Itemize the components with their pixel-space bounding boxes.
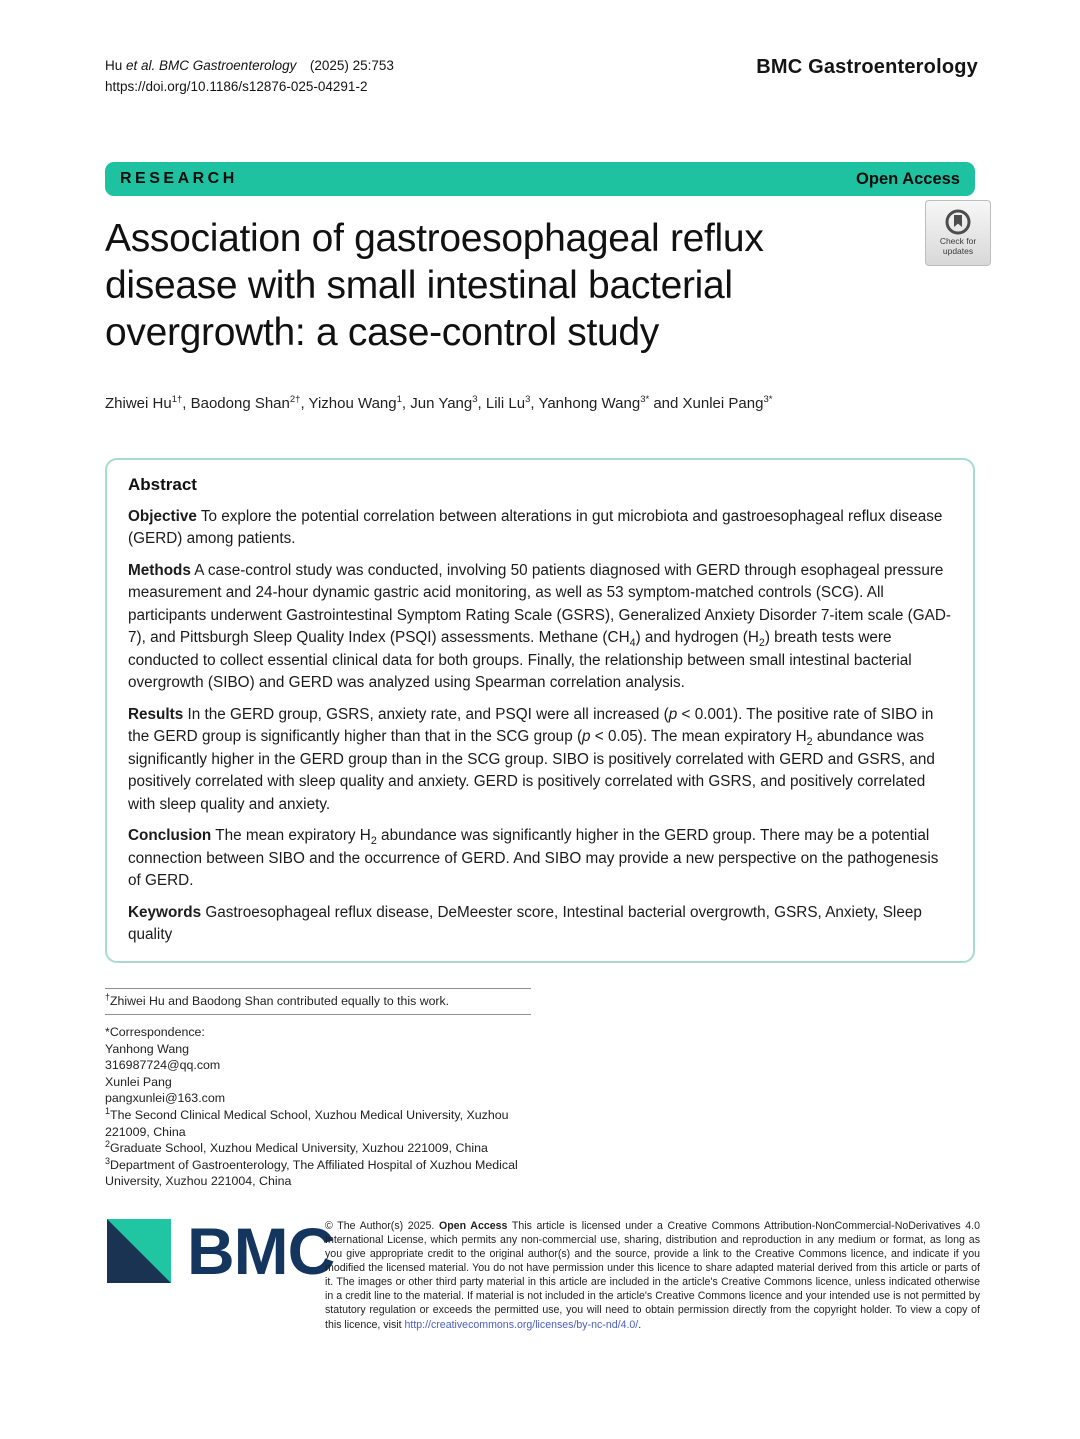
affiliation-3: $^3$Department of Gastroenterology, The Affiliated Hospital of Xuzhou Medical University, Xuzhou 221004, China — [105, 1155, 518, 1189]
abstract-results: Results In the GERD group, GSRS, anxiety rate, and PSQI were all increased (p < 0.001). The positive rate of SIBO in the GERD group is significantly higher than that in the SCG group (p < 0.05). The mean expiratory $H_2$ abundance was significantly higher in the GERD group than in the SCG group. SIBO is positively correlated with GERD and GSRS, and positively correlated with sleep quality and anxiety. GERD is positively correlated with GSRS, and positively correlated with sleep quality and anxiety. — [128, 705, 935, 813]
check-for-updates-text: Check for updates — [939, 236, 977, 256]
affiliation-1: $^1$The Second Clinical Medical School, Xuzhou Medical University, Xuzhou 221009, China — [105, 1105, 509, 1139]
citation-line: Hu et al. BMC Gastroenterology (2025) 25:753 — [105, 58, 394, 73]
bmc-logo-text: BMC — [187, 1214, 335, 1288]
correspondence-block — [105, 1024, 531, 1190]
license-text: © The Author(s) 2025. Open Access This article is licensed under a Creative Commons Attribution-NonCommercial-NoDerivatives 4.0 International License, which permits any non-commercial use, sharing, distribution and reproduction in any medium or format, as long as you give appropriate credit to the original author(s) and the source, provide a link to the Creative Commons licence, and indicate if you modified the licensed material. You do not have permission under this licence to share adapted material derived from this article or parts of it. The images or other third party material in this article are included in the article's Creative Commons licence, unless indicated otherwise in a credit line to the material. If material is not included in the article's Creative Commons licence and your intended use is not permitted by statutory regulation or exceeds the permitted use, you will need to obtain permission directly from the copyright holder. To view a copy of this licence, visit http://creativecommons.org/licenses/by-nc-nd/4.0/. — [325, 1220, 981, 1331]
page-header — [105, 56, 978, 98]
bmc-logo — [107, 1214, 335, 1288]
abstract-keywords: Keywords Gastroesophageal reflux disease, DeMeester score, Intestinal bacterial overgrowth, GSRS, Anxiety, Sleep quality — [128, 903, 922, 944]
affiliation-2: $^2$Graduate School, Xuzhou Medical University, Xuzhou 221009, China — [105, 1139, 488, 1156]
equal-contribution-note: †Zhiwei Hu and Baodong Shan contributed equally to this work. — [105, 991, 450, 1008]
article-type-label: RESEARCH — [120, 170, 238, 187]
correspondence-name: Xunlei Pang — [105, 1074, 172, 1089]
doi-link[interactable]: https://doi.org/10.1186/s12876-025-04291-2 — [105, 78, 368, 94]
article-type-banner — [105, 162, 975, 196]
citation-block — [105, 56, 394, 98]
correspondence-email-link[interactable]: pangxunlei@163.com — [105, 1091, 226, 1106]
abstract-methods: Methods A case-control study was conducted, involving 50 patients diagnosed with GERD through esophageal pressure measurement and 24-hour dynamic gastric acid monitoring, as well as 53 symptom-matched controls (SCG). All participants underwent Gastrointestinal Symptom Rating Scale (GSRS), Generalized Anxiety Disorder 7-item scale (GAD-7), and Pittsburgh Sleep Quality Index (PSQI) assessments. Methane $(CH_4)$ and hydrogen $(H_2)$ breath tests were conducted to collect essential clinical data for both groups. Finally, the relationship between small intestinal bacterial overgrowth (SIBO) and GERD was analyzed using Spearman correlation analysis. — [128, 561, 951, 692]
abstract-box — [105, 458, 975, 963]
journal-name: BMC Gastroenterology — [756, 56, 978, 78]
check-for-updates-badge[interactable] — [925, 200, 991, 266]
abstract-heading: Abstract — [128, 475, 197, 494]
correspondence-email-link[interactable]: 316987724@qq.com — [105, 1058, 221, 1073]
article-title: Association of gastroesophageal reflux disease with small intestinal bacterial overgrowth: a case-control study — [105, 217, 764, 354]
check-for-updates-icon — [945, 209, 971, 235]
correspondence-name: Yanhong Wang — [105, 1041, 190, 1056]
open-access-label: Open Access — [856, 169, 960, 188]
bmc-logo-icon — [107, 1219, 171, 1283]
abstract-conclusion: Conclusion The mean expiratory $H_2$ abundance was significantly higher in the GERD group. There may be a potential connection between SIBO and the occurrence of GERD. And SIBO may provide a new perspective on the pathogenesis of GERD. — [128, 827, 939, 890]
correspondence-label: *Correspondence: — [105, 1025, 205, 1039]
license-link[interactable]: http://creativecommons.org/licenses/by-nc-nd/4.0/ — [404, 1318, 639, 1331]
footnote-area — [105, 988, 531, 1190]
footnote-divider-bottom — [105, 1014, 531, 1015]
author-list: Zhiwei $Hu^{1\dagger}$, Baodong Shan$^{2\dagger}$, Yizhou Wang$^1$, Jun Yang$^3$, Lili Lu$^3$, Yanhong Wang$^{3*}$ and Xunlei Pang$^{3*}$ — [105, 394, 773, 412]
abstract-objective: Objective To explore the potential correlation between alterations in gut microbiota and gastroesophageal reflux disease (GERD) among patients. — [128, 508, 943, 548]
